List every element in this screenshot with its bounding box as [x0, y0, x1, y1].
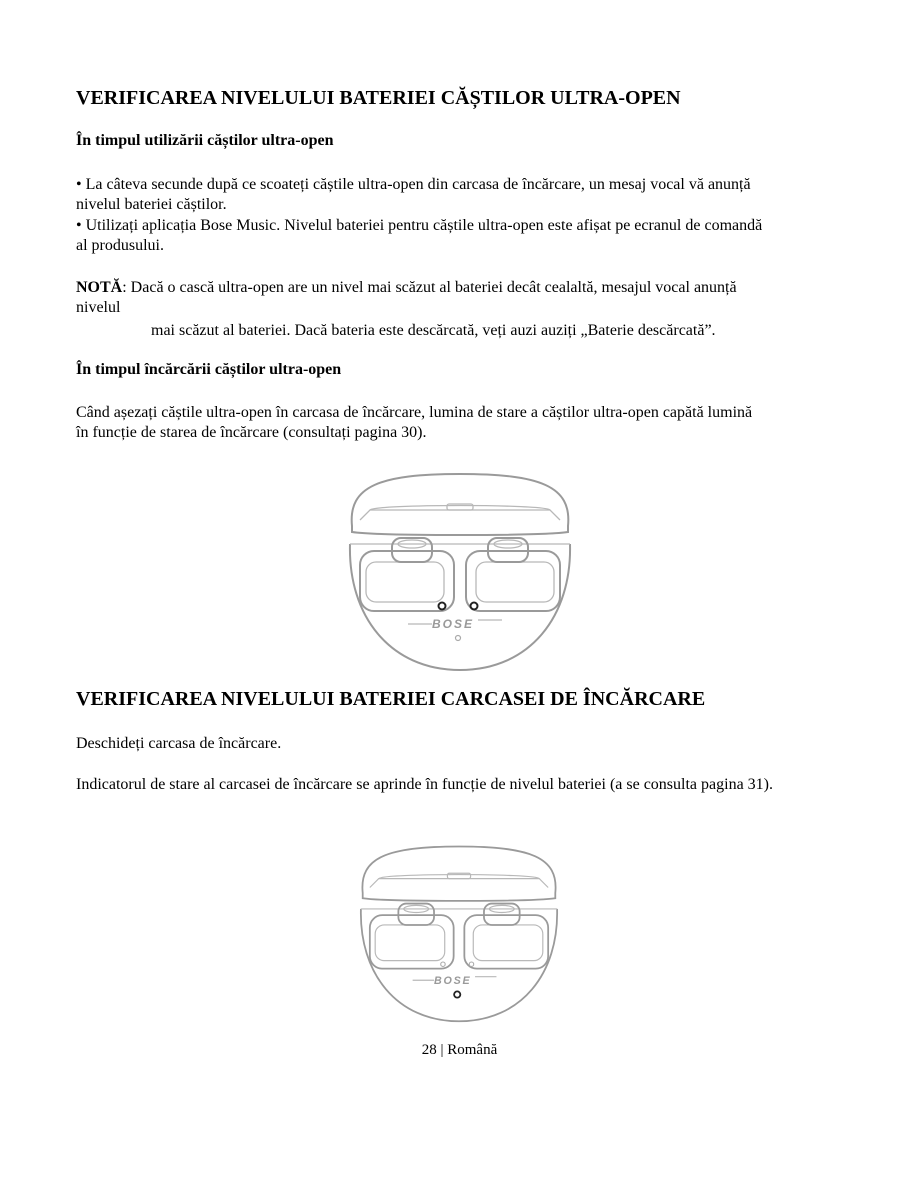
- bullet-bose-music-app: [76, 216, 866, 256]
- section-title-earbuds-battery: VERIFICAREA NIVELULUI BATERIEI CĂȘTILOR ULTRA-OPEN: [76, 87, 681, 109]
- case-status-light: [456, 636, 461, 641]
- charging-case-earbuds-illustration: [340, 466, 580, 676]
- charging-paragraph: [76, 403, 866, 443]
- case-base-outline: [350, 544, 570, 670]
- right-earbud: [464, 904, 548, 969]
- subsection-title-during-charging: În timpul încărcării căștilor ultra-open: [76, 361, 342, 378]
- charging-case-illustration: [352, 838, 566, 1028]
- right-earbud-status-light: [471, 603, 478, 610]
- note-label: NOTĂ: [76, 279, 123, 296]
- bullet-line: • Utilizați aplicația Bose Music. Nivelul bateriei pentru căștile ultra-open este afișat pe ecranul de comandă: [76, 217, 763, 234]
- case-status-light: [454, 991, 460, 997]
- note-text: : Dacă o cască ultra-open are un nivel mai scăzut al bateriei decât cealaltă, mesajul vocal anunță: [122, 279, 737, 296]
- right-earbud: [466, 538, 560, 611]
- open-case-instruction: Deschideți carcasa de încărcare.: [76, 735, 282, 752]
- section-title-case-battery: VERIFICAREA NIVELULUI BATERIEI CARCASEI DE ÎNCĂRCARE: [76, 688, 706, 710]
- bullet-line: nivelul bateriei căștilor.: [76, 196, 227, 213]
- bullet-voice-prompt: [76, 175, 866, 215]
- left-earbud: [370, 904, 454, 969]
- case-indicator-paragraph: Indicatorul de stare al carcasei de încărcare se aprinde în funcție de nivelul bateriei (a se consulta pagina 31).: [76, 776, 773, 793]
- left-earbud-status-light: [439, 603, 446, 610]
- note-text: nivelul: [76, 299, 121, 316]
- paragraph-line: Când așezați căștile ultra-open în carcasa de încărcare, lumina de stare a căștilor ultra-open capătă lumină: [76, 404, 753, 421]
- footer-separator: |: [436, 1042, 448, 1058]
- page-footer: [0, 1042, 919, 1059]
- left-earbud-status-light: [441, 962, 445, 966]
- note-text: mai scăzut al bateriei. Dacă bateria este descărcată, veți auzi auziți „Baterie descărcată”.: [151, 322, 716, 339]
- bullet-line: al produsului.: [76, 237, 164, 254]
- note-block: [76, 278, 866, 341]
- bullet-line: • La câteva secunde după ce scoateți căștile ultra-open din carcasa de încărcare, un mesaj vocal vă anunță: [76, 176, 751, 193]
- bose-logo: BOSE: [434, 974, 472, 987]
- left-earbud: [360, 538, 454, 611]
- paragraph-line: în funcție de starea de încărcare (consultați pagina 30).: [76, 424, 427, 441]
- bose-logo: BOSE: [432, 617, 475, 631]
- subsection-title-during-use: În timpul utilizării căștilor ultra-open: [76, 132, 334, 149]
- case-base-outline: [361, 909, 557, 1021]
- right-earbud-status-light: [469, 962, 473, 966]
- footer-language: Română: [447, 1042, 498, 1058]
- page-number: 28: [421, 1042, 437, 1058]
